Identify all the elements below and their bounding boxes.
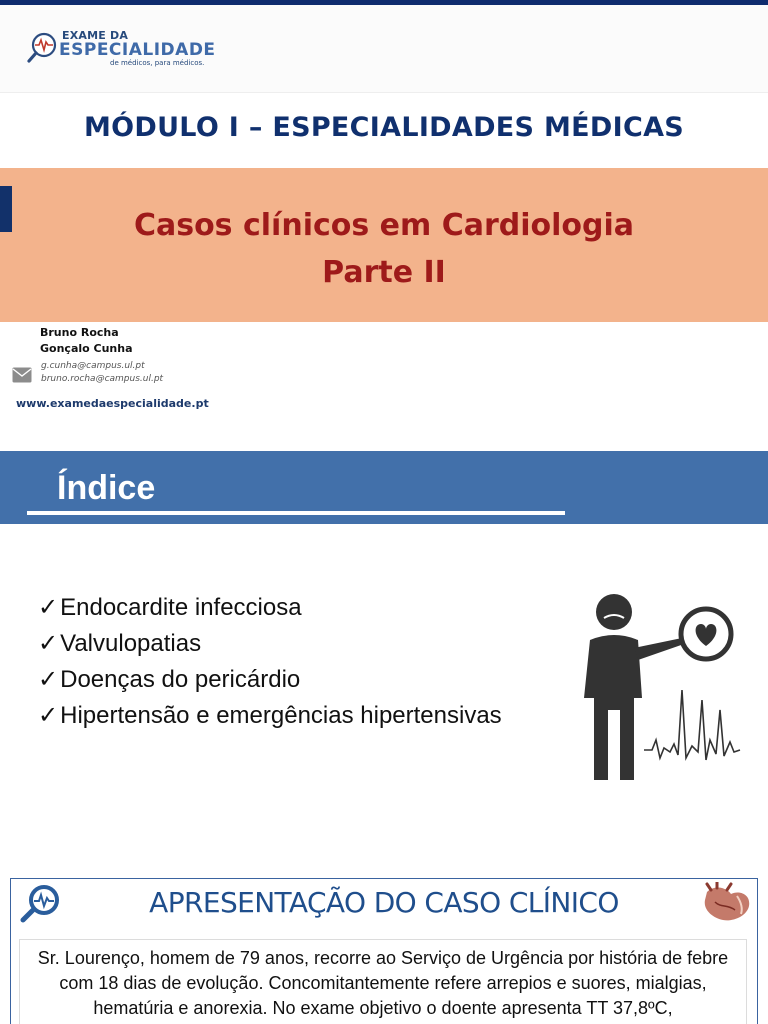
author-name: Bruno Rocha bbox=[40, 326, 119, 339]
index-header-band bbox=[0, 451, 768, 524]
index-item-label: Doenças do pericárdio bbox=[60, 666, 301, 693]
case-presentation-box bbox=[10, 878, 758, 1024]
website-link[interactable]: www.examedaespecialidade.pt bbox=[16, 397, 209, 410]
index-title: Índice bbox=[57, 469, 156, 507]
module-title: MÓDULO I – ESPECIALIDADES MÉDICAS bbox=[83, 112, 685, 143]
logo-tagline: de médicos, para médicos. bbox=[110, 59, 205, 67]
index-item bbox=[38, 626, 502, 662]
index-item bbox=[38, 590, 502, 626]
email-link[interactable]: g.cunha@campus.ul.pt bbox=[41, 361, 145, 371]
header bbox=[0, 5, 768, 93]
patient-heart-monitor-icon bbox=[574, 590, 744, 790]
index-item-label: Endocardite infecciosa bbox=[60, 594, 302, 621]
authors bbox=[40, 325, 133, 357]
presentation-title-line1: Casos clínicos em Cardiologia bbox=[133, 208, 635, 243]
case-text: Sr. Lourenço, homem de 79 anos, recorre ao Serviço de Urgência por história de febre com 18 dias de evolução. Concomitantemente refere arrepios e suores, mialgias, hematúria e anorexia. No exame objetivo o doente apresenta TT 37,8ºC, bbox=[19, 939, 747, 1024]
index-item bbox=[38, 698, 502, 734]
check-icon: ✓ bbox=[38, 702, 59, 729]
case-title: APRESENTAÇÃO DO CASO CLÍNICO bbox=[149, 886, 619, 919]
logo-line1: EXAME DA bbox=[62, 29, 129, 42]
index-item bbox=[38, 662, 502, 698]
presentation-title-band bbox=[0, 168, 768, 322]
case-header bbox=[11, 879, 757, 927]
logo bbox=[26, 27, 226, 75]
index-list bbox=[38, 590, 502, 734]
index-item-label: Hipertensão e emergências hipertensivas bbox=[60, 702, 502, 729]
check-icon: ✓ bbox=[38, 594, 59, 621]
check-icon: ✓ bbox=[38, 666, 59, 693]
index-underline bbox=[27, 511, 565, 515]
presentation-title-line2: Parte II bbox=[322, 255, 446, 290]
check-icon: ✓ bbox=[38, 630, 59, 657]
stethoscope-magnifier-icon bbox=[26, 31, 60, 65]
anatomical-heart-icon bbox=[697, 882, 753, 924]
email-link[interactable]: bruno.rocha@campus.ul.pt bbox=[41, 374, 164, 384]
mail-icon bbox=[12, 367, 32, 383]
index-item-label: Valvulopatias bbox=[60, 630, 202, 657]
logo-line2: ESPECIALIDADE bbox=[59, 40, 216, 60]
author-name: Gonçalo Cunha bbox=[40, 342, 133, 355]
emails bbox=[41, 360, 163, 386]
presentation-title bbox=[0, 202, 768, 296]
